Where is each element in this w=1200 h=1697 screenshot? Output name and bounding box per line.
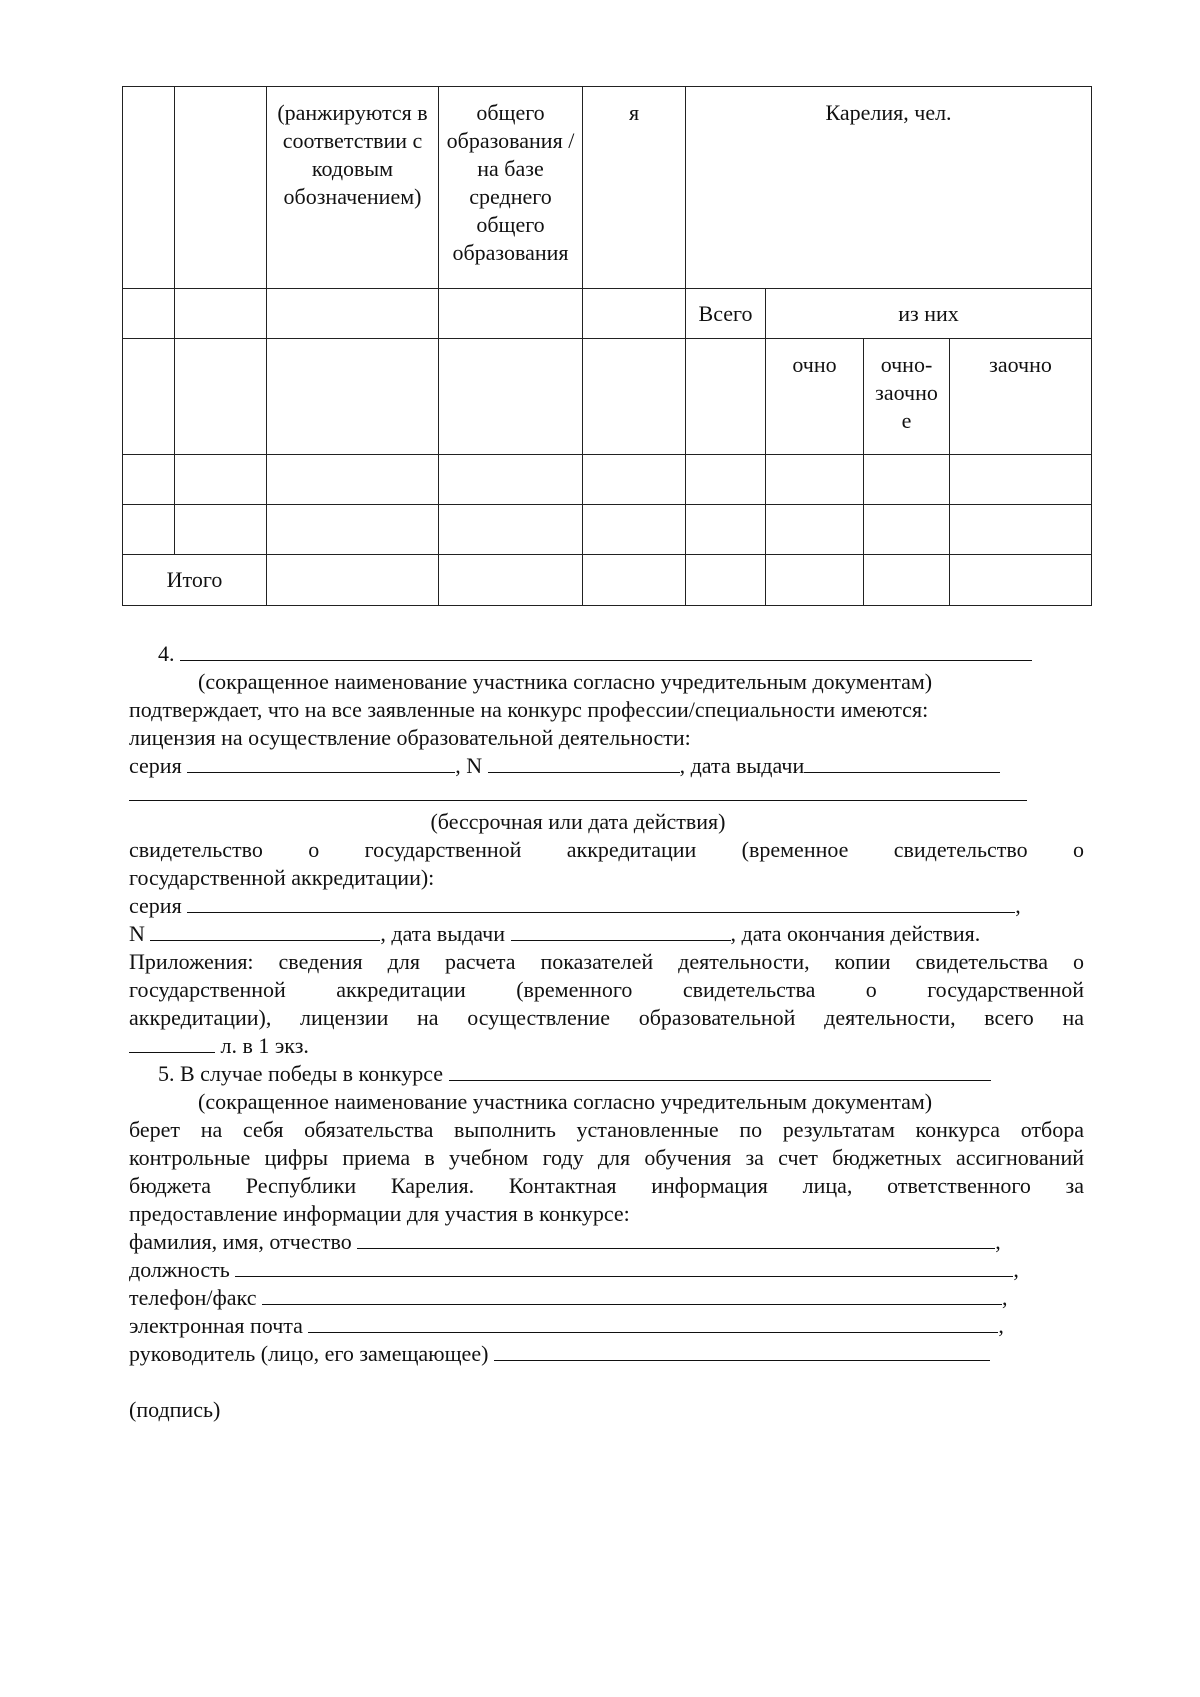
karelia-header: Карелия, чел. xyxy=(686,87,1092,289)
participant-name-field[interactable] xyxy=(180,640,1032,661)
correspondence-header: заочно xyxy=(950,339,1092,455)
license-series-field[interactable] xyxy=(187,752,455,773)
table-cell xyxy=(583,289,686,339)
obligation-text-1: берет на себя обязательства выполнить установленные по результатам конкурса отбора xyxy=(129,1117,1084,1142)
phone-row: телефон/факс , xyxy=(129,1285,1008,1310)
signature-caption: (подпись) xyxy=(129,1397,221,1422)
obligation-text-4: предоставление информации для участия в конкурсе: xyxy=(129,1201,630,1226)
winner-participant-field[interactable] xyxy=(449,1060,991,1081)
position-field[interactable] xyxy=(235,1256,1013,1277)
sheet-count-field[interactable] xyxy=(129,1032,215,1053)
header-fragment: я xyxy=(583,87,686,289)
table-cell xyxy=(439,339,583,455)
head-row: руководитель (лицо, его замещающее) xyxy=(129,1340,1084,1368)
position-row: должность , xyxy=(129,1257,1019,1282)
accreditation-number-field[interactable] xyxy=(150,920,380,941)
table-cell xyxy=(583,339,686,455)
section-number: 4. xyxy=(158,641,175,666)
accreditation-issue-date-field[interactable] xyxy=(511,920,731,941)
obligation-text-2: контрольные цифры приема в учебном году для обучения за счет бюджетных ассигнований xyxy=(129,1145,1084,1170)
table-row xyxy=(123,289,1092,339)
license-validity-field[interactable] xyxy=(129,780,1027,801)
license-number-field[interactable] xyxy=(488,752,680,773)
participant-caption: (сокращенное наименование участника согласно учредительным документам) xyxy=(198,669,933,694)
full-name-row: фамилия, имя, отчество , xyxy=(129,1229,1001,1254)
section-4-heading xyxy=(158,640,1113,668)
validity-caption: (бессрочная или дата действия) xyxy=(430,809,726,834)
head-field[interactable] xyxy=(494,1340,990,1361)
appendix-text-1: Приложения: сведения для расчета показателей деятельности, копии свидетельства о xyxy=(129,949,1084,974)
appendix-text-2: государственной аккредитации (временного свидетельства о государственной xyxy=(129,977,1084,1002)
phone-fax-field[interactable] xyxy=(262,1284,1002,1305)
table-cell xyxy=(175,339,267,455)
of-them-header: из них xyxy=(766,289,1092,339)
table-cell xyxy=(123,289,175,339)
appendix-text-4: л. в 1 экз. xyxy=(129,1032,1084,1060)
validity-line xyxy=(129,780,1084,808)
table-cell xyxy=(439,289,583,339)
license-text: лицензия на осуществление образовательной деятельности: xyxy=(129,725,691,750)
table-row xyxy=(123,505,1092,555)
appendix-text-3: аккредитации), лицензии на осуществление образовательной деятельности, всего на xyxy=(129,1005,1084,1030)
accreditation-text-2: государственной аккредитации): xyxy=(129,865,435,890)
participant-caption-2: (сокращенное наименование участника согласно учредительным документам) xyxy=(198,1089,933,1114)
email-row: электронная почта , xyxy=(129,1313,1004,1338)
total-header: Всего xyxy=(686,289,766,339)
total-label: Итого xyxy=(123,555,267,606)
table-cell xyxy=(123,87,175,289)
obligation-text-3: бюджета Республики Карелия. Контактная информация лица, ответственного за xyxy=(129,1173,1084,1198)
table-row xyxy=(123,455,1092,505)
full-time-header: очно xyxy=(766,339,864,455)
education-base-header: общего образования / на базе среднего общего образования xyxy=(439,87,583,289)
accreditation-series-field[interactable] xyxy=(187,892,1015,913)
part-time-header: очно-заочно е xyxy=(864,339,950,455)
confirms-text: подтверждает, что на все заявленные на конкурс профессии/специальности имеются: xyxy=(129,697,929,722)
table-cell xyxy=(123,339,175,455)
table-cell xyxy=(686,339,766,455)
license-issue-date-field[interactable] xyxy=(804,752,1000,773)
accreditation-series: серия , xyxy=(129,893,1021,918)
table-row xyxy=(123,339,1092,455)
quota-table xyxy=(122,86,1092,606)
accreditation-text-1: свидетельство о государственной аккредитации (временное свидетельство о xyxy=(129,837,1084,862)
full-name-field[interactable] xyxy=(357,1228,995,1249)
email-field[interactable] xyxy=(308,1312,998,1333)
code-ranking-header: (ранжируются в соответствии с кодовым обозначением) xyxy=(267,87,439,289)
accreditation-dates: N , дата выдачи , дата окончания действия. xyxy=(129,921,981,946)
table-cell xyxy=(267,339,439,455)
table-cell xyxy=(175,289,267,339)
table-cell xyxy=(267,289,439,339)
section-5-heading: 5. В случае победы в конкурсе xyxy=(158,1060,1113,1088)
total-row xyxy=(123,555,1092,606)
table-row xyxy=(123,87,1092,289)
table-cell xyxy=(175,87,267,289)
license-details: серия , N , дата выдачи xyxy=(129,752,1084,780)
